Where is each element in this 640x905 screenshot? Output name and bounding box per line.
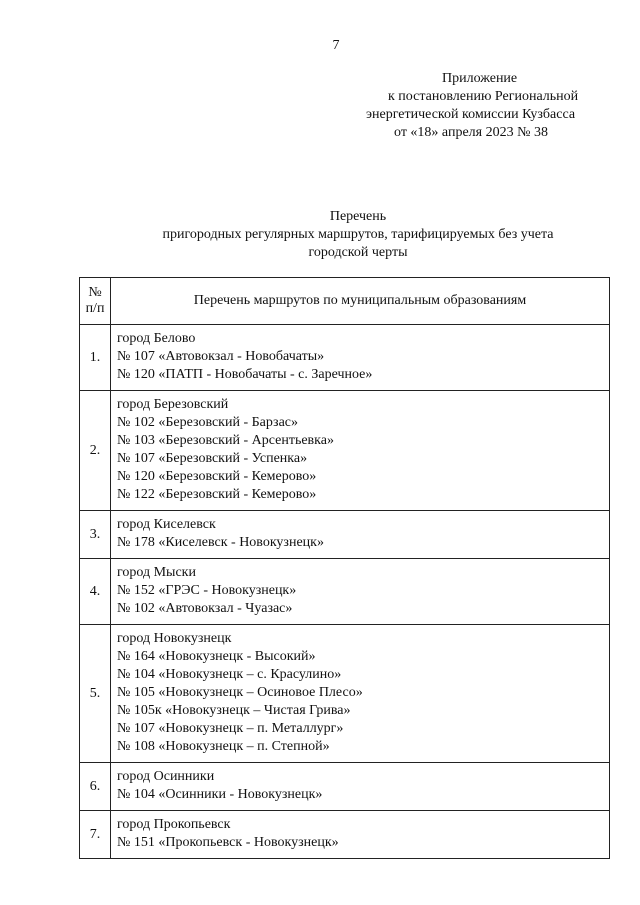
appendix-line-2: к постановлению Региональной bbox=[388, 89, 579, 104]
route-item: № 120 «ПАТП - Новобачаты - с. Заречное» bbox=[117, 367, 373, 382]
table-row bbox=[80, 391, 610, 511]
row-content bbox=[111, 511, 610, 559]
route-item: № 107 «Автовокзал - Новобачаты» bbox=[117, 349, 325, 364]
route-item: № 120 «Березовский - Кемерово» bbox=[117, 469, 317, 484]
title-line-2: пригородных регулярных маршрутов, тарифицируемых без учета bbox=[162, 227, 554, 242]
appendix-line-4: от «18» апреля 2023 № 38 bbox=[394, 125, 548, 140]
route-item: № 108 «Новокузнецк – п. Степной» bbox=[117, 739, 330, 754]
city-name: город Белово bbox=[117, 331, 196, 346]
row-content bbox=[111, 625, 610, 763]
route-item: № 107 «Новокузнецк – п. Металлург» bbox=[117, 721, 344, 736]
route-item: № 164 «Новокузнецк - Высокий» bbox=[117, 649, 316, 664]
table-header-row bbox=[80, 278, 610, 325]
appendix-line-1: Приложение bbox=[442, 71, 518, 86]
row-number: 1. bbox=[80, 325, 111, 391]
route-item: № 104 «Новокузнецк – с. Красулино» bbox=[117, 667, 342, 682]
route-item: № 178 «Киселевск - Новокузнецк» bbox=[117, 535, 324, 550]
city-name: город Березовский bbox=[117, 397, 229, 412]
route-item: № 103 «Березовский - Арсентьевка» bbox=[117, 433, 334, 448]
route-item: № 122 «Березовский - Кемерово» bbox=[117, 487, 317, 502]
row-number: 4. bbox=[80, 559, 111, 625]
appendix-header bbox=[360, 70, 600, 142]
row-content bbox=[111, 559, 610, 625]
route-item: № 152 «ГРЭС - Новокузнецк» bbox=[117, 583, 297, 598]
row-content bbox=[111, 811, 610, 859]
table-row bbox=[80, 511, 610, 559]
header-number-line-2: п/п bbox=[85, 301, 105, 316]
title-line-3: городской черты bbox=[308, 245, 408, 260]
route-item: № 105 «Новокузнецк – Осиновое Плесо» bbox=[117, 685, 363, 700]
row-number: 2. bbox=[80, 391, 111, 511]
header-number-line-1: № bbox=[88, 285, 102, 300]
table-row bbox=[80, 763, 610, 811]
row-content bbox=[111, 325, 610, 391]
table-row bbox=[80, 325, 610, 391]
route-item: № 104 «Осинники - Новокузнецк» bbox=[117, 787, 323, 802]
city-name: город Новокузнецк bbox=[117, 631, 232, 646]
document-title bbox=[106, 208, 610, 262]
header-list-cell: Перечень маршрутов по муниципальным образованиям bbox=[111, 278, 610, 325]
city-name: город Прокопьевск bbox=[117, 817, 231, 832]
appendix-line-3: энергетической комиссии Кузбасса bbox=[366, 107, 576, 122]
page-number: 7 bbox=[332, 38, 340, 53]
route-item: № 105к «Новокузнецк – Чистая Грива» bbox=[117, 703, 351, 718]
table-row bbox=[80, 811, 610, 859]
route-item: № 102 «Автовокзал - Чуазас» bbox=[117, 601, 293, 616]
row-number: 6. bbox=[80, 763, 111, 811]
city-name: город Мыски bbox=[117, 565, 196, 580]
row-number: 3. bbox=[80, 511, 111, 559]
routes-table-body bbox=[80, 325, 610, 859]
table-row bbox=[80, 625, 610, 763]
routes-table bbox=[79, 277, 610, 859]
row-content bbox=[111, 763, 610, 811]
title-line-1: Перечень bbox=[329, 209, 387, 224]
city-name: город Осинники bbox=[117, 769, 215, 784]
row-content bbox=[111, 391, 610, 511]
route-item: № 107 «Березовский - Успенка» bbox=[117, 451, 308, 466]
route-item: № 102 «Березовский - Барзас» bbox=[117, 415, 299, 430]
row-number: 7. bbox=[80, 811, 111, 859]
table-row bbox=[80, 559, 610, 625]
route-item: № 151 «Прокопьевск - Новокузнецк» bbox=[117, 835, 339, 850]
header-number-cell bbox=[80, 278, 111, 325]
city-name: город Киселевск bbox=[117, 517, 216, 532]
row-number: 5. bbox=[80, 625, 111, 763]
